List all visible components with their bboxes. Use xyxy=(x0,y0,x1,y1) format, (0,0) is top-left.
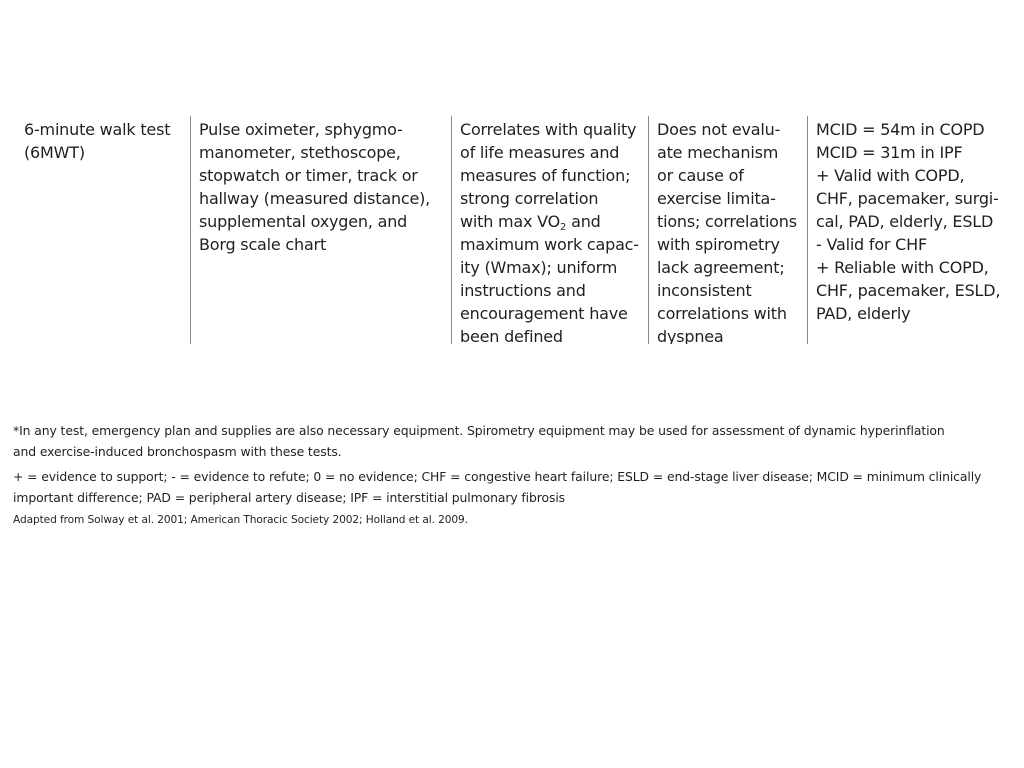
cell-line: CHF, pacemaker, ESLD, xyxy=(816,281,1001,300)
cell-line: Borg scale chart xyxy=(199,235,327,254)
cell-line: (6MWT) xyxy=(24,143,85,162)
strengths-cell xyxy=(451,116,647,344)
limitations-cell xyxy=(648,116,808,344)
cell-line: Does not evalu- xyxy=(657,120,781,139)
vo2-subscript: 2 xyxy=(560,222,567,233)
cell-line: measures of function; xyxy=(460,166,631,185)
source-citation: Adapted from Solway et al. 2001; American Thoracic Society 2002; Holland et al. 2009. xyxy=(13,514,468,526)
cell-line: with spirometry xyxy=(657,235,780,254)
cell-line: maximum work capac- xyxy=(460,235,639,254)
abbreviations-footnote: + = evidence to support; - = evidence to refute; 0 = no evidence; CHF = congestive heart failure; ESLD = end-stage liver disease; MCID = minimum clinically xyxy=(13,469,982,484)
table-row xyxy=(24,116,1008,344)
cell-line: been defined xyxy=(460,327,563,344)
cell-line: correlations with xyxy=(657,304,787,323)
cell-line: hallway (measured distance), xyxy=(199,189,431,208)
cell-line: Correlates with quality xyxy=(460,120,637,139)
cell-line: MCID = 54m in COPD xyxy=(816,120,985,139)
cell-line: or cause of xyxy=(657,166,744,185)
cell-line: ate mechanism xyxy=(657,143,779,162)
abbreviations-footnote: important difference; PAD = peripheral artery disease; IPF = interstitial pulmonary fibrosis xyxy=(13,490,566,505)
cell-line: tions; correlations xyxy=(657,212,797,231)
cell-line: exercise limita- xyxy=(657,189,776,208)
cell-line: dyspnea xyxy=(657,327,724,344)
validity-reliability-cell xyxy=(807,116,1008,344)
vo2-text: with max VO xyxy=(460,212,561,231)
cell-line: CHF, pacemaker, surgi- xyxy=(816,189,999,208)
test-name-cell xyxy=(24,116,188,344)
vo2-text-after: and xyxy=(566,212,601,231)
cell-line: - Valid for CHF xyxy=(816,235,927,254)
cell-line: of life measures and xyxy=(460,143,620,162)
equipment-footnote: and exercise-induced bronchospasm with these tests. xyxy=(13,444,342,459)
cell-line: ity (Wmax); uniform xyxy=(460,258,618,277)
cell-line-vo2 xyxy=(460,210,647,233)
cell-line: + Reliable with COPD, xyxy=(816,258,989,277)
cell-line: MCID = 31m in IPF xyxy=(816,143,963,162)
equipment-footnote: *In any test, emergency plan and supplies are also necessary equipment. Spirometry equipment may be used for assessment of dynamic hyperinflation xyxy=(13,423,945,438)
cell-line: stopwatch or timer, track or xyxy=(199,166,418,185)
cell-line: instructions and xyxy=(460,281,586,300)
cell-line: Pulse oximeter, sphygmo- xyxy=(199,120,403,139)
equipment-cell xyxy=(190,116,452,344)
cell-line: cal, PAD, elderly, ESLD xyxy=(816,212,994,231)
cell-line: inconsistent xyxy=(657,281,752,300)
cell-line: + Valid with COPD, xyxy=(816,166,965,185)
footnotes xyxy=(13,420,1013,529)
cell-line: supplemental oxygen, and xyxy=(199,212,408,231)
cell-line: manometer, stethoscope, xyxy=(199,143,401,162)
cell-line: encouragement have xyxy=(460,304,628,323)
cell-line: 6-minute walk test xyxy=(24,120,171,139)
cell-line: strong correlation xyxy=(460,189,599,208)
cell-line: lack agreement; xyxy=(657,258,785,277)
cell-line: PAD, elderly xyxy=(816,304,911,323)
